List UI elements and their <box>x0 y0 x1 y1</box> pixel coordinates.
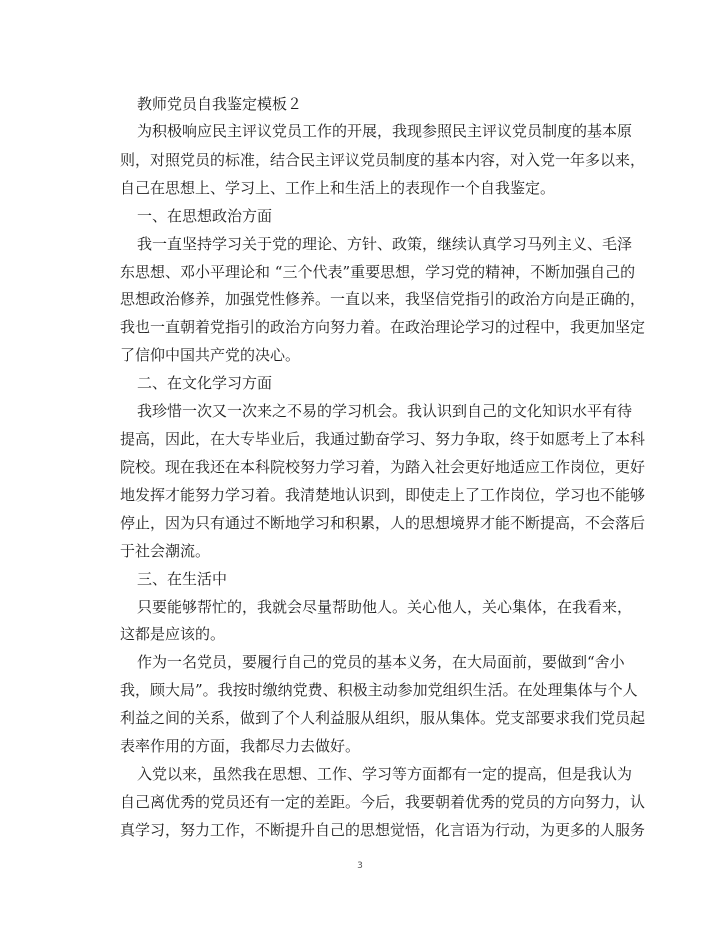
section3-p2-line: 表率作用的方面，我都尽力去做好。 <box>120 737 361 755</box>
section1-line: 我一直坚持学习关于党的理论、方针、政策，继续认真学习马列主义、毛泽 <box>137 235 633 253</box>
page-number: 3 <box>357 861 363 871</box>
intro-line: 自己在思想上、学习上、工作上和生活上的表现作一个自我鉴定。 <box>120 179 556 197</box>
section2-line: 我珍惜一次又一次来之不易的学习机会。我认识到自己的文化知识水平有待 <box>137 402 633 420</box>
section-heading-study: 二、在文化学习方面 <box>137 374 273 392</box>
section3-p2-line: 我，顾大局”。我按时缴纳党费、积极主动参加党组织生活。在处理集体与个人 <box>120 681 638 699</box>
section1-line: 我也一直朝着党指引的政治方向努力着。在政治理论学习的过程中，我更加坚定 <box>120 318 646 336</box>
section3-p3-line: 真学习，努力工作，不断提升自己的思想觉悟，化言语为行动，为更多的人服务 <box>120 821 646 839</box>
intro-line: 则，对照党员的标准，结合民主评议党员制度的基本内容，对入党一年多以来， <box>120 151 646 169</box>
section3-p3-line: 自己离优秀的党员还有一定的差距。今后，我要朝着优秀的党员的方向努力，认 <box>120 793 646 811</box>
document-title: 教师党员自我鉴定模板２ <box>137 95 303 113</box>
section2-line: 院校。现在我还在本科院校努力学习着，为踏入社会更好地适应工作岗位，更好 <box>120 458 646 476</box>
section2-line: 停止，因为只有通过不断地学习和积累，人的思想境界才能不断提高，不会落后 <box>120 514 646 532</box>
section2-line: 于社会潮流。 <box>120 542 211 560</box>
section1-line: 思想政治修养，加强党性修养。一直以来，我坚信党指引的政治方向是正确的， <box>120 290 646 308</box>
section1-line: 东思想、邓小平理论和 “三个代表”重要思想，学习党的精神，不断加强自己的 <box>120 263 636 281</box>
section3-p1-line: 这都是应该的。 <box>120 625 226 643</box>
section1-line: 了信仰中国共产党的决心。 <box>120 346 301 364</box>
section2-line: 提高，因此，在大专毕业后，我通过勤奋学习、努力争取，终于如愿考上了本科 <box>120 430 646 448</box>
section-heading-life: 三、在生活中 <box>137 570 228 588</box>
section3-p1-line: 只要能够帮忙的，我就会尽量帮助他人。关心他人，关心集体，在我看来， <box>137 598 633 616</box>
intro-line: 为积极响应民主评议党员工作的开展，我现参照民主评议党员制度的基本原 <box>137 122 633 140</box>
section3-p2-line: 利益之间的关系，做到了个人利益服从组织，服从集体。党支部要求我们党员起 <box>120 709 646 727</box>
section-heading-politics: 一、在思想政治方面 <box>137 207 273 225</box>
section3-p3-line: 入党以来，虽然我在思想、工作、学习等方面都有一定的提高，但是我认为 <box>137 765 633 783</box>
section2-line: 地发挥才能努力学习着。我清楚地认识到，即使走上了工作岗位，学习也不能够 <box>120 486 646 504</box>
section3-p2-line: 作为一名党员，要履行自己的党员的基本义务，在大局面前，要做到“舍小 <box>137 653 625 671</box>
